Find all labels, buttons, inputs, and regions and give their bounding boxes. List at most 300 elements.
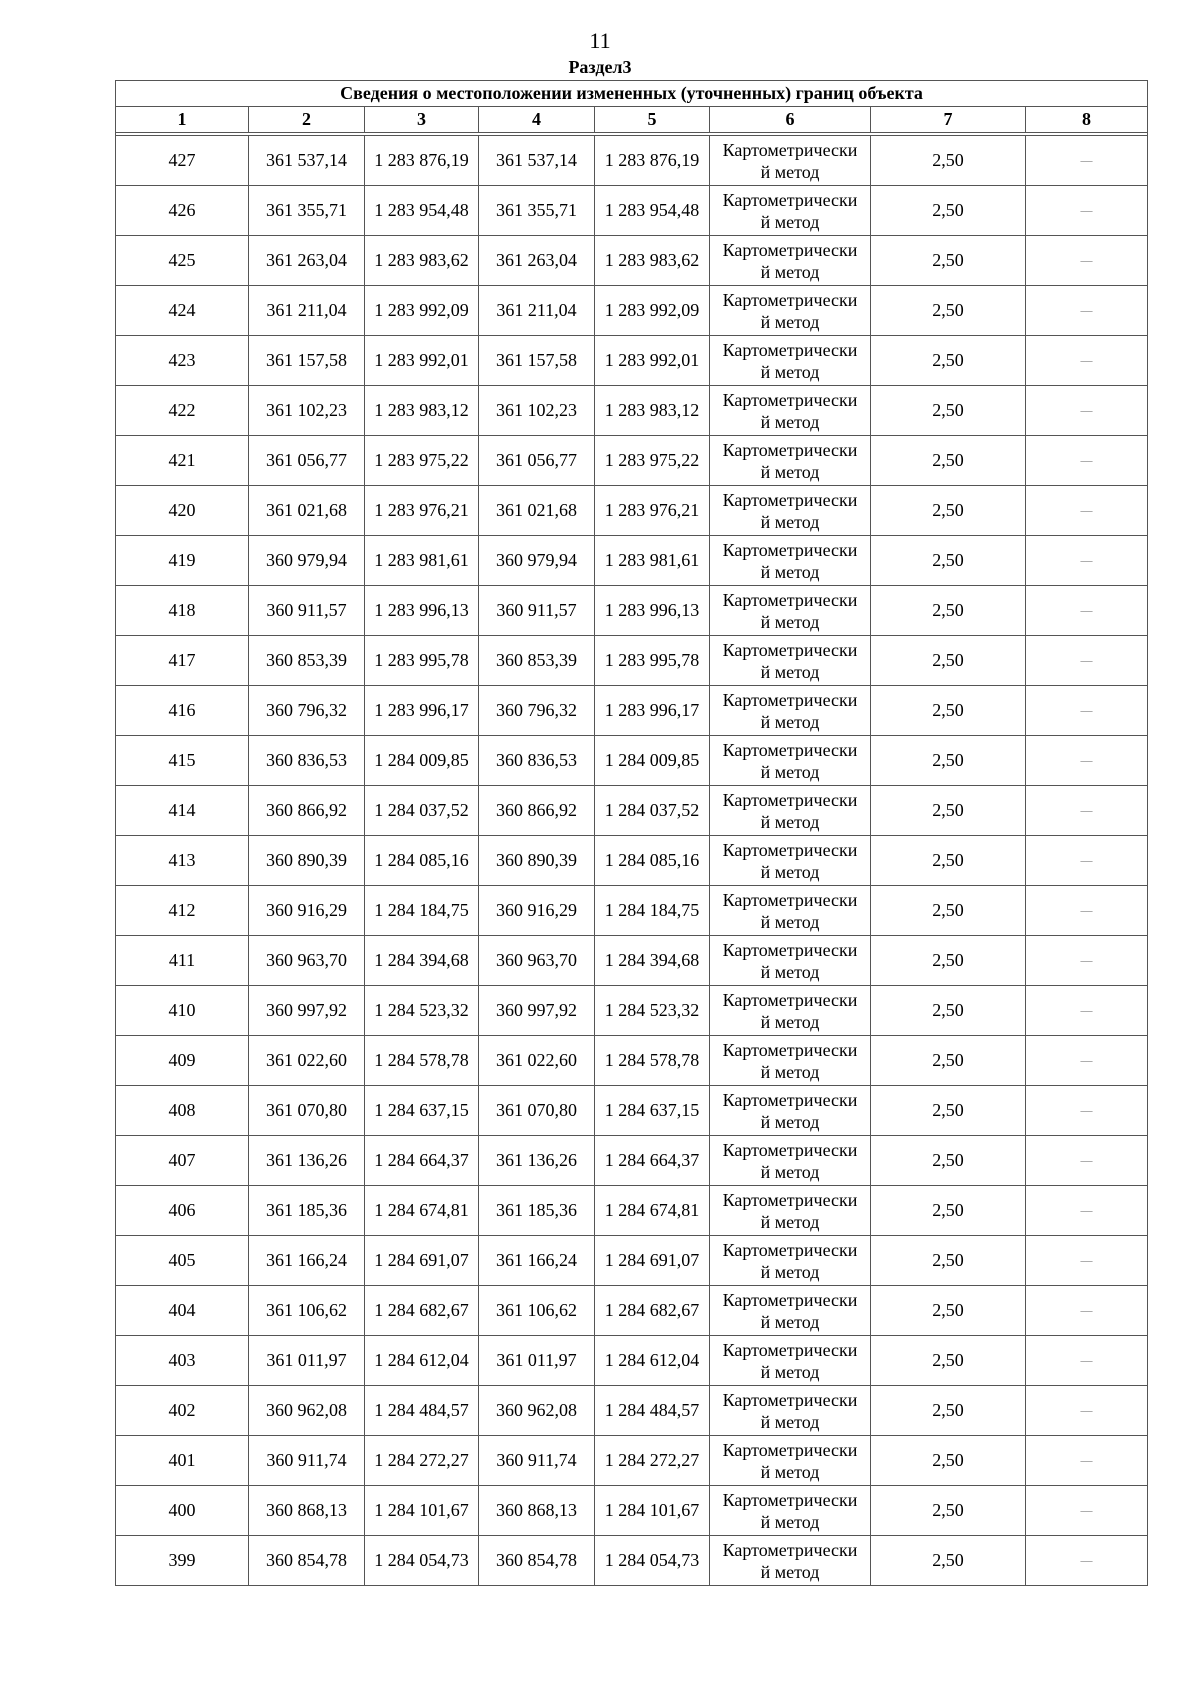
existing-y: 1 283 981,61 (365, 536, 479, 586)
accuracy: 2,50 (871, 1086, 1026, 1136)
method-line-1: Картометрически (722, 1539, 858, 1560)
refined-x: 361 070,80 (479, 1086, 595, 1136)
table-row (116, 736, 1148, 786)
method-line-2: й метод (760, 1561, 820, 1582)
point-number: 422 (116, 386, 249, 436)
method-cell (710, 1386, 871, 1436)
accuracy: 2,50 (871, 1486, 1026, 1536)
refined-x: 361 355,71 (479, 186, 595, 236)
accuracy: 2,50 (871, 536, 1026, 586)
method-line-2: й метод (760, 961, 820, 982)
refined-x: 360 853,39 (479, 636, 595, 686)
point-number: 408 (116, 1086, 249, 1136)
accuracy: 2,50 (871, 836, 1026, 886)
point-number: 418 (116, 586, 249, 636)
table-row (116, 1236, 1148, 1286)
table-row (116, 236, 1148, 286)
method-line-2: й метод (760, 711, 820, 732)
refined-y: 1 284 184,75 (595, 886, 710, 936)
existing-x: 360 963,70 (249, 936, 365, 986)
existing-y: 1 284 101,67 (365, 1486, 479, 1536)
existing-y: 1 283 992,01 (365, 336, 479, 386)
existing-y: 1 284 272,27 (365, 1436, 479, 1486)
accuracy: 2,50 (871, 136, 1026, 186)
point-number: 427 (116, 136, 249, 186)
refined-x: 360 911,74 (479, 1436, 595, 1486)
point-number: 401 (116, 1436, 249, 1486)
column-number: 7 (871, 107, 1026, 133)
column-number: 8 (1026, 107, 1148, 133)
column-number: 5 (595, 107, 710, 133)
existing-y: 1 284 523,32 (365, 986, 479, 1036)
existing-y: 1 283 983,62 (365, 236, 479, 286)
refined-y: 1 283 876,19 (595, 136, 710, 186)
existing-x: 361 211,04 (249, 286, 365, 336)
refined-y: 1 283 995,78 (595, 636, 710, 686)
refined-x: 360 890,39 (479, 836, 595, 886)
note: — (1026, 186, 1148, 236)
accuracy: 2,50 (871, 236, 1026, 286)
refined-x: 361 102,23 (479, 386, 595, 436)
existing-x: 361 011,97 (249, 1336, 365, 1386)
refined-y: 1 283 981,61 (595, 536, 710, 586)
method-line-2: й метод (760, 561, 820, 582)
method-line-1: Картометрически (722, 1189, 858, 1210)
page-number: 11 (589, 28, 611, 53)
method-line-2: й метод (760, 761, 820, 782)
method-line-1: Картометрически (722, 1089, 858, 1110)
method-cell (710, 686, 871, 736)
existing-x: 360 866,92 (249, 786, 365, 836)
refined-y: 1 283 983,62 (595, 236, 710, 286)
table-row (116, 436, 1148, 486)
accuracy: 2,50 (871, 686, 1026, 736)
refined-x: 361 136,26 (479, 1136, 595, 1186)
existing-y: 1 283 996,13 (365, 586, 479, 636)
table-caption: Сведения о местоположении измененных (уточненных) границ объекта (116, 81, 1148, 107)
method-line-2: й метод (760, 661, 820, 682)
table-row (116, 1186, 1148, 1236)
refined-y: 1 284 523,32 (595, 986, 710, 1036)
method-cell (710, 536, 871, 586)
table-row (116, 936, 1148, 986)
note: — (1026, 686, 1148, 736)
method-line-2: й метод (760, 811, 820, 832)
existing-y: 1 284 612,04 (365, 1336, 479, 1386)
method-line-2: й метод (760, 261, 820, 282)
method-line-2: й метод (760, 1461, 820, 1482)
refined-x: 361 537,14 (479, 136, 595, 186)
method-line-2: й метод (760, 1511, 820, 1532)
point-number: 424 (116, 286, 249, 336)
existing-y: 1 284 691,07 (365, 1236, 479, 1286)
table-row (116, 1336, 1148, 1386)
method-line-2: й метод (760, 1011, 820, 1032)
method-line-1: Картометрически (722, 639, 858, 660)
note: — (1026, 1236, 1148, 1286)
note: — (1026, 1436, 1148, 1486)
existing-x: 361 136,26 (249, 1136, 365, 1186)
point-number: 426 (116, 186, 249, 236)
method-cell (710, 936, 871, 986)
point-number: 412 (116, 886, 249, 936)
table-row (116, 886, 1148, 936)
existing-y: 1 284 682,67 (365, 1286, 479, 1336)
refined-x: 360 866,92 (479, 786, 595, 836)
table-row (116, 136, 1148, 186)
refined-y: 1 283 996,17 (595, 686, 710, 736)
point-number: 406 (116, 1186, 249, 1236)
refined-x: 360 854,78 (479, 1536, 595, 1586)
method-line-1: Картометрически (722, 489, 858, 510)
note: — (1026, 1336, 1148, 1386)
method-line-1: Картометрически (722, 839, 858, 860)
method-line-2: й метод (760, 161, 820, 182)
method-line-1: Картометрически (722, 339, 858, 360)
method-line-1: Картометрически (722, 889, 858, 910)
method-cell (710, 836, 871, 886)
method-cell (710, 1086, 871, 1136)
method-line-2: й метод (760, 1211, 820, 1232)
refined-y: 1 284 674,81 (595, 1186, 710, 1236)
existing-y: 1 284 037,52 (365, 786, 479, 836)
refined-x: 360 963,70 (479, 936, 595, 986)
method-line-1: Картометрически (722, 189, 858, 210)
point-number: 399 (116, 1536, 249, 1586)
point-number: 417 (116, 636, 249, 686)
existing-y: 1 284 009,85 (365, 736, 479, 786)
method-line-1: Картометрически (722, 789, 858, 810)
method-line-1: Картометрически (722, 289, 858, 310)
accuracy: 2,50 (871, 1336, 1026, 1386)
method-line-2: й метод (760, 461, 820, 482)
existing-x: 360 836,53 (249, 736, 365, 786)
column-number-row (116, 107, 1148, 133)
note: — (1026, 886, 1148, 936)
table-row (116, 386, 1148, 436)
accuracy: 2,50 (871, 1386, 1026, 1436)
point-number: 410 (116, 986, 249, 1036)
accuracy: 2,50 (871, 1236, 1026, 1286)
accuracy: 2,50 (871, 736, 1026, 786)
refined-x: 360 911,57 (479, 586, 595, 636)
accuracy: 2,50 (871, 1536, 1026, 1586)
method-line-1: Картометрически (722, 739, 858, 760)
refined-y: 1 284 612,04 (595, 1336, 710, 1386)
existing-y: 1 284 674,81 (365, 1186, 479, 1236)
method-cell (710, 436, 871, 486)
note: — (1026, 236, 1148, 286)
method-cell (710, 136, 871, 186)
note: — (1026, 1136, 1148, 1186)
existing-x: 360 854,78 (249, 1536, 365, 1586)
method-line-1: Картометрически (722, 589, 858, 610)
method-cell (710, 1186, 871, 1236)
refined-y: 1 284 037,52 (595, 786, 710, 836)
note: — (1026, 1486, 1148, 1536)
method-line-1: Картометрически (722, 1439, 858, 1460)
refined-y: 1 284 394,68 (595, 936, 710, 986)
table-row (116, 1436, 1148, 1486)
accuracy: 2,50 (871, 336, 1026, 386)
existing-x: 360 911,74 (249, 1436, 365, 1486)
table-row (116, 786, 1148, 836)
method-cell (710, 636, 871, 686)
refined-y: 1 284 691,07 (595, 1236, 710, 1286)
method-cell (710, 186, 871, 236)
refined-x: 361 166,24 (479, 1236, 595, 1286)
existing-x: 361 056,77 (249, 436, 365, 486)
note: — (1026, 836, 1148, 886)
method-line-2: й метод (760, 1061, 820, 1082)
note: — (1026, 336, 1148, 386)
method-cell (710, 1436, 871, 1486)
refined-x: 361 106,62 (479, 1286, 595, 1336)
existing-x: 360 911,57 (249, 586, 365, 636)
column-number: 3 (365, 107, 479, 133)
existing-x: 361 102,23 (249, 386, 365, 436)
refined-x: 360 979,94 (479, 536, 595, 586)
method-line-1: Картометрически (722, 1139, 858, 1160)
method-line-2: й метод (760, 511, 820, 532)
method-line-1: Картометрически (722, 1389, 858, 1410)
method-line-1: Картометрически (722, 989, 858, 1010)
table-row (116, 686, 1148, 736)
note: — (1026, 936, 1148, 986)
existing-x: 361 263,04 (249, 236, 365, 286)
table-row (116, 1536, 1148, 1586)
table-row (116, 1086, 1148, 1136)
refined-x: 361 011,97 (479, 1336, 595, 1386)
refined-x: 361 056,77 (479, 436, 595, 486)
accuracy: 2,50 (871, 786, 1026, 836)
point-number: 415 (116, 736, 249, 786)
method-line-1: Картометрически (722, 1039, 858, 1060)
existing-x: 361 157,58 (249, 336, 365, 386)
existing-y: 1 283 876,19 (365, 136, 479, 186)
method-line-2: й метод (760, 311, 820, 332)
existing-y: 1 283 976,21 (365, 486, 479, 536)
method-cell (710, 1486, 871, 1536)
refined-x: 360 916,29 (479, 886, 595, 936)
method-cell (710, 1536, 871, 1586)
existing-y: 1 284 578,78 (365, 1036, 479, 1086)
existing-x: 360 997,92 (249, 986, 365, 1036)
method-line-2: й метод (760, 1261, 820, 1282)
existing-y: 1 283 992,09 (365, 286, 479, 336)
accuracy: 2,50 (871, 986, 1026, 1036)
method-line-2: й метод (760, 861, 820, 882)
refined-y: 1 283 983,12 (595, 386, 710, 436)
point-number: 416 (116, 686, 249, 736)
method-cell (710, 486, 871, 536)
table-row (116, 186, 1148, 236)
accuracy: 2,50 (871, 436, 1026, 486)
refined-x: 361 263,04 (479, 236, 595, 286)
table-row (116, 1286, 1148, 1336)
method-cell (710, 586, 871, 636)
method-cell (710, 1036, 871, 1086)
method-line-2: й метод (760, 1361, 820, 1382)
method-line-2: й метод (760, 1411, 820, 1432)
refined-y: 1 283 975,22 (595, 436, 710, 486)
existing-x: 360 962,08 (249, 1386, 365, 1436)
existing-x: 360 979,94 (249, 536, 365, 586)
accuracy: 2,50 (871, 286, 1026, 336)
method-line-2: й метод (760, 211, 820, 232)
method-cell (710, 736, 871, 786)
note: — (1026, 586, 1148, 636)
point-number: 409 (116, 1036, 249, 1086)
existing-x: 361 022,60 (249, 1036, 365, 1086)
method-line-2: й метод (760, 611, 820, 632)
column-number: 4 (479, 107, 595, 133)
refined-y: 1 284 009,85 (595, 736, 710, 786)
table-body (116, 136, 1148, 1586)
point-number: 405 (116, 1236, 249, 1286)
note: — (1026, 986, 1148, 1036)
method-line-2: й метод (760, 361, 820, 382)
point-number: 425 (116, 236, 249, 286)
table-row (116, 986, 1148, 1036)
method-cell (710, 386, 871, 436)
method-line-2: й метод (760, 911, 820, 932)
refined-y: 1 284 085,16 (595, 836, 710, 886)
note: — (1026, 536, 1148, 586)
column-number: 2 (249, 107, 365, 133)
point-number: 404 (116, 1286, 249, 1336)
accuracy: 2,50 (871, 186, 1026, 236)
refined-y: 1 284 664,37 (595, 1136, 710, 1186)
existing-x: 360 868,13 (249, 1486, 365, 1536)
column-number: 1 (116, 107, 249, 133)
existing-x: 361 070,80 (249, 1086, 365, 1136)
point-number: 423 (116, 336, 249, 386)
existing-x: 361 355,71 (249, 186, 365, 236)
refined-y: 1 283 992,01 (595, 336, 710, 386)
refined-y: 1 284 272,27 (595, 1436, 710, 1486)
refined-x: 360 796,32 (479, 686, 595, 736)
point-number: 403 (116, 1336, 249, 1386)
refined-x: 361 185,36 (479, 1186, 595, 1236)
refined-y: 1 283 954,48 (595, 186, 710, 236)
method-cell (710, 986, 871, 1036)
existing-y: 1 283 954,48 (365, 186, 479, 236)
note: — (1026, 1286, 1148, 1336)
method-line-1: Картометрически (722, 539, 858, 560)
method-cell (710, 236, 871, 286)
table-row (116, 636, 1148, 686)
note: — (1026, 136, 1148, 186)
method-line-1: Картометрически (722, 439, 858, 460)
method-cell (710, 1136, 871, 1186)
point-number: 420 (116, 486, 249, 536)
refined-y: 1 284 054,73 (595, 1536, 710, 1586)
method-line-1: Картометрически (722, 1239, 858, 1260)
note: — (1026, 636, 1148, 686)
method-line-1: Картометрически (722, 939, 858, 960)
method-cell (710, 786, 871, 836)
table-row (116, 286, 1148, 336)
table-row (116, 1136, 1148, 1186)
method-cell (710, 886, 871, 936)
note: — (1026, 436, 1148, 486)
existing-x: 360 916,29 (249, 886, 365, 936)
refined-x: 360 868,13 (479, 1486, 595, 1536)
method-line-1: Картометрически (722, 689, 858, 710)
refined-y: 1 284 682,67 (595, 1286, 710, 1336)
accuracy: 2,50 (871, 1436, 1026, 1486)
column-number: 6 (710, 107, 871, 133)
note: — (1026, 386, 1148, 436)
refined-x: 361 157,58 (479, 336, 595, 386)
method-cell (710, 286, 871, 336)
existing-y: 1 284 054,73 (365, 1536, 479, 1586)
accuracy: 2,50 (871, 1036, 1026, 1086)
method-line-1: Картометрически (722, 1339, 858, 1360)
existing-y: 1 284 394,68 (365, 936, 479, 986)
point-number: 419 (116, 536, 249, 586)
note: — (1026, 786, 1148, 836)
point-number: 413 (116, 836, 249, 886)
existing-y: 1 284 484,57 (365, 1386, 479, 1436)
existing-x: 360 853,39 (249, 636, 365, 686)
existing-y: 1 283 975,22 (365, 436, 479, 486)
existing-x: 360 890,39 (249, 836, 365, 886)
table-row (116, 336, 1148, 386)
note: — (1026, 1036, 1148, 1086)
existing-x: 360 796,32 (249, 686, 365, 736)
point-number: 414 (116, 786, 249, 836)
refined-x: 361 022,60 (479, 1036, 595, 1086)
coordinates-table (115, 80, 1148, 1586)
method-cell (710, 1286, 871, 1336)
accuracy: 2,50 (871, 1286, 1026, 1336)
existing-x: 361 021,68 (249, 486, 365, 536)
existing-x: 361 185,36 (249, 1186, 365, 1236)
method-line-2: й метод (760, 411, 820, 432)
existing-y: 1 284 085,16 (365, 836, 479, 886)
accuracy: 2,50 (871, 936, 1026, 986)
accuracy: 2,50 (871, 486, 1026, 536)
point-number: 411 (116, 936, 249, 986)
method-cell (710, 1336, 871, 1386)
method-line-1: Картометрически (722, 1489, 858, 1510)
refined-y: 1 284 101,67 (595, 1486, 710, 1536)
refined-x: 360 997,92 (479, 986, 595, 1036)
accuracy: 2,50 (871, 386, 1026, 436)
note: — (1026, 736, 1148, 786)
accuracy: 2,50 (871, 636, 1026, 686)
method-line-1: Картометрически (722, 389, 858, 410)
existing-y: 1 283 996,17 (365, 686, 479, 736)
note: — (1026, 1386, 1148, 1436)
existing-y: 1 283 983,12 (365, 386, 479, 436)
refined-y: 1 284 637,15 (595, 1086, 710, 1136)
existing-y: 1 284 637,15 (365, 1086, 479, 1136)
existing-x: 361 106,62 (249, 1286, 365, 1336)
method-line-2: й метод (760, 1111, 820, 1132)
existing-y: 1 283 995,78 (365, 636, 479, 686)
method-line-2: й метод (760, 1161, 820, 1182)
refined-x: 360 962,08 (479, 1386, 595, 1436)
table-row (116, 1486, 1148, 1536)
table-row (116, 536, 1148, 586)
table-row (116, 486, 1148, 536)
method-cell (710, 1236, 871, 1286)
existing-x: 361 166,24 (249, 1236, 365, 1286)
accuracy: 2,50 (871, 886, 1026, 936)
